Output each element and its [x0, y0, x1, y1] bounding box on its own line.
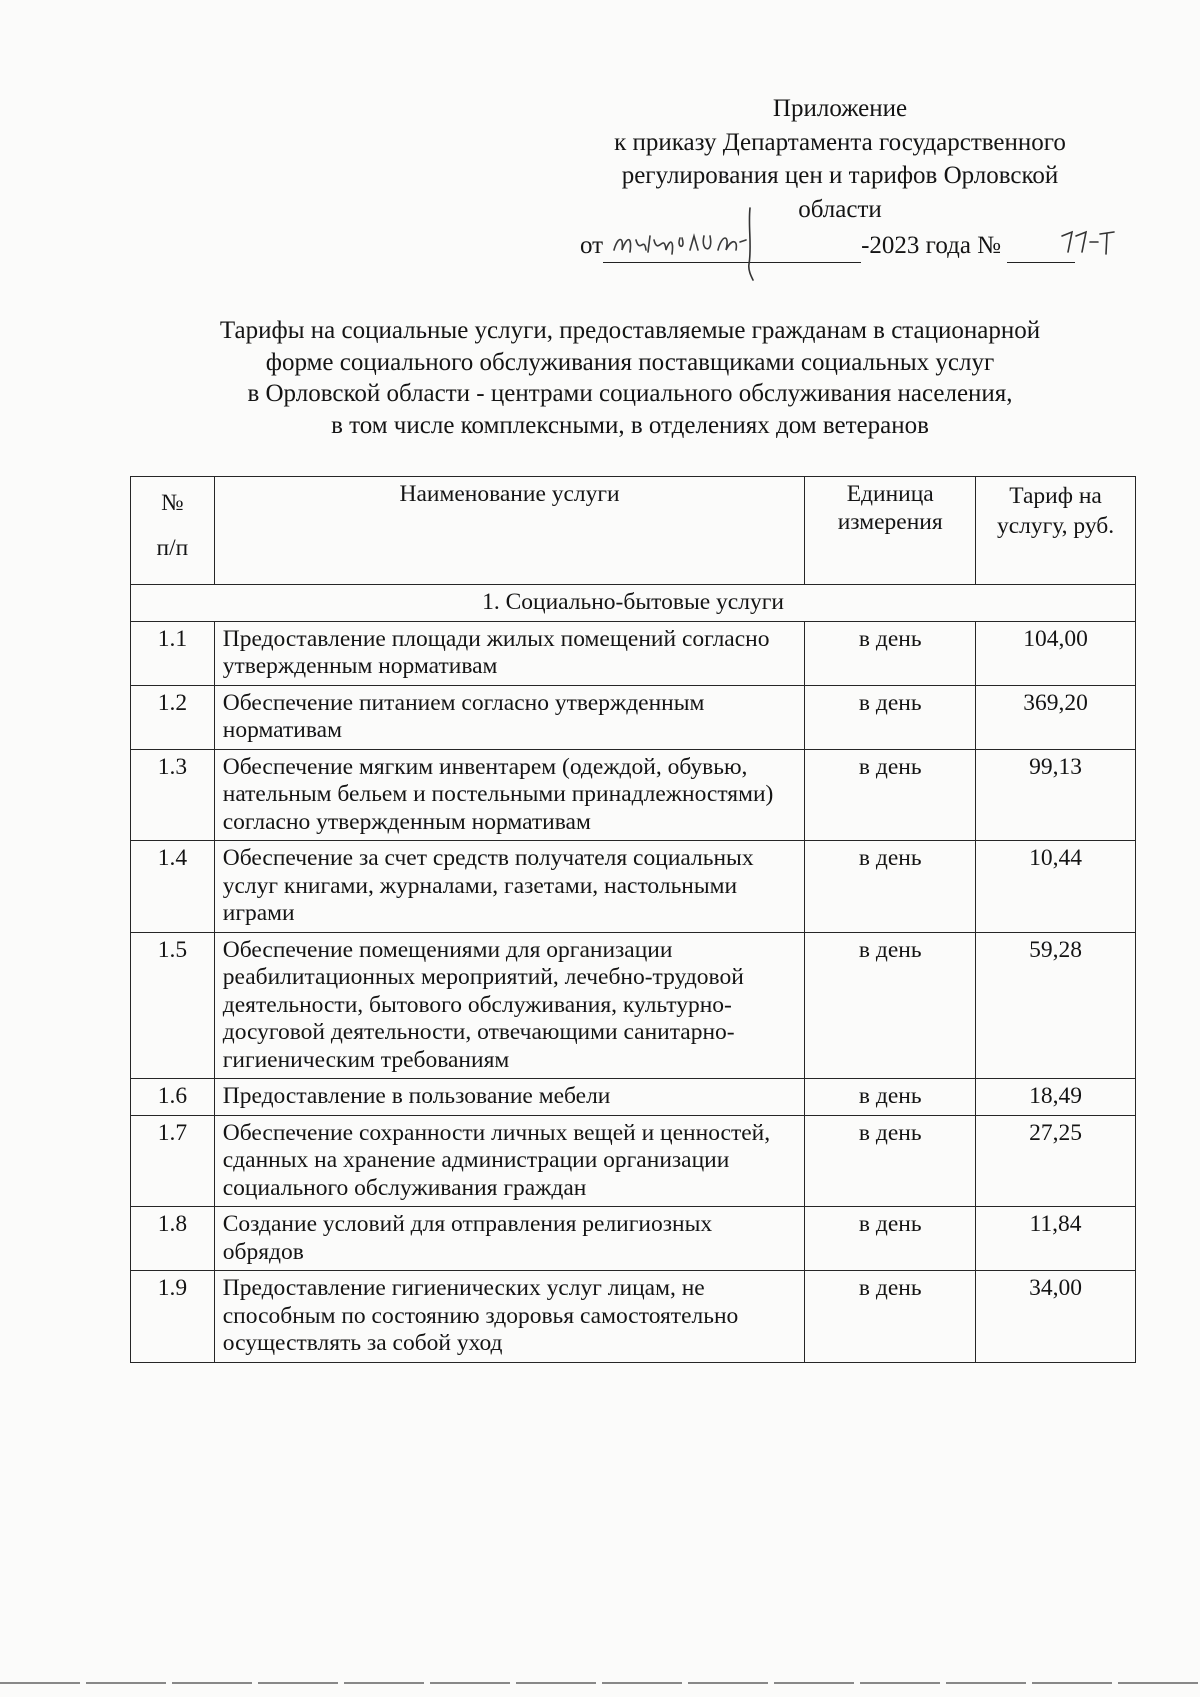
- table-row: [131, 932, 1136, 1079]
- table-row: [131, 1271, 1136, 1363]
- service-name: Обеспечение помещениями для организации реабилитационных мероприятий, лечебно-трудовой деятельности, бытового обслуживания, культурно-досуговой деятельности, отвечающими санитарно-гигиеническим требованиям: [214, 932, 805, 1079]
- row-number: 1.1: [131, 621, 215, 685]
- service-name: Предоставление площади жилых помещений согласно утвержденным нормативам: [214, 621, 805, 685]
- document-title: [160, 315, 1100, 441]
- service-name: Предоставление в пользование мебели: [214, 1079, 805, 1116]
- table-row: [131, 685, 1136, 749]
- table-row: [131, 1207, 1136, 1271]
- scan-bottom-edge: [0, 1682, 1200, 1684]
- tariff-value: 99,13: [976, 749, 1136, 841]
- row-number: 1.6: [131, 1079, 215, 1116]
- order-prefix: от: [580, 232, 604, 259]
- unit-of-measure: в день: [805, 841, 976, 933]
- order-year-label: -2023 года №: [861, 232, 1002, 259]
- service-name: Создание условий для отправления религиозных обрядов: [214, 1207, 805, 1271]
- header-service-name: Наименование услуги: [214, 477, 805, 585]
- service-name: Обеспечение за счет средств получателя социальных услуг книгами, журналами, газетами, настольными играми: [214, 841, 805, 933]
- unit-of-measure: в день: [805, 621, 976, 685]
- table-row: [131, 1115, 1136, 1207]
- tariff-value: 34,00: [976, 1271, 1136, 1363]
- section-title: 1. Социально-бытовые услуги: [131, 585, 1136, 622]
- row-number: 1.3: [131, 749, 215, 841]
- row-number: 1.4: [131, 841, 215, 933]
- row-number: 1.9: [131, 1271, 215, 1363]
- handwritten-number-signature: [1058, 226, 1118, 258]
- table-row: [131, 1079, 1136, 1116]
- service-name: Обеспечение питанием согласно утвержденным нормативам: [214, 685, 805, 749]
- appendix-line: области: [798, 195, 882, 223]
- title-line: в Орловской области - центрами социального обслуживания населения,: [247, 380, 1013, 407]
- header-number-symbol: №: [161, 490, 184, 516]
- service-name: Предоставление гигиенических услуг лицам, не способным по состоянию здоровья самостоятельно осуществлять за собой уход: [214, 1271, 805, 1363]
- unit-of-measure: в день: [805, 1271, 976, 1363]
- table-row: [131, 749, 1136, 841]
- service-name: Обеспечение мягким инвентарем (одеждой, обувью, нательным бельем и постельными принадлежностями) согласно утвержденным нормативам: [214, 749, 805, 841]
- header-unit: Единица измерения: [805, 477, 976, 585]
- table-row: [131, 841, 1136, 933]
- row-number: 1.8: [131, 1207, 215, 1271]
- title-line: Тарифы на социальные услуги, предоставляемые гражданам в стационарной: [219, 317, 1041, 344]
- handwritten-date-signature: [610, 228, 750, 258]
- title-line: форме социального обслуживания поставщиками социальных услуг: [265, 348, 995, 376]
- table-header-row: [131, 477, 1136, 585]
- tariff-value: 10,44: [976, 841, 1136, 933]
- tariff-value: 11,84: [976, 1207, 1136, 1271]
- appendix-line: регулирования цен и тарифов Орловской: [621, 162, 1059, 189]
- unit-of-measure: в день: [805, 1079, 976, 1116]
- row-number: 1.2: [131, 685, 215, 749]
- tariffs-table: [130, 476, 1136, 1363]
- appendix-line: к приказу Департамента государственного: [614, 128, 1066, 156]
- appendix-block: [560, 92, 1120, 226]
- unit-of-measure: в день: [805, 685, 976, 749]
- tariff-value: 369,20: [976, 685, 1136, 749]
- tariff-value: 27,25: [976, 1115, 1136, 1207]
- table-row: [131, 621, 1136, 685]
- service-name: Обеспечение сохранности личных вещей и ценностей, сданных на хранение администрации организации социального обслуживания граждан: [214, 1115, 805, 1207]
- row-number: 1.5: [131, 932, 215, 1079]
- unit-of-measure: в день: [805, 1207, 976, 1271]
- section-row: [131, 585, 1136, 622]
- tariff-value: 18,49: [976, 1079, 1136, 1116]
- header-number: [131, 477, 215, 585]
- signature-stroke-icon: [744, 206, 756, 282]
- unit-of-measure: в день: [805, 1115, 976, 1207]
- tariff-value: 104,00: [976, 621, 1136, 685]
- title-line: в том числе комплексными, в отделениях дом ветеранов: [331, 411, 929, 439]
- tariff-value: 59,28: [976, 932, 1136, 1079]
- row-number: 1.7: [131, 1115, 215, 1207]
- header-number-label: п/п: [156, 535, 189, 561]
- unit-of-measure: в день: [805, 749, 976, 841]
- unit-of-measure: в день: [805, 932, 976, 1079]
- appendix-line: Приложение: [772, 95, 908, 122]
- header-tariff: Тариф на услугу, руб.: [976, 477, 1136, 585]
